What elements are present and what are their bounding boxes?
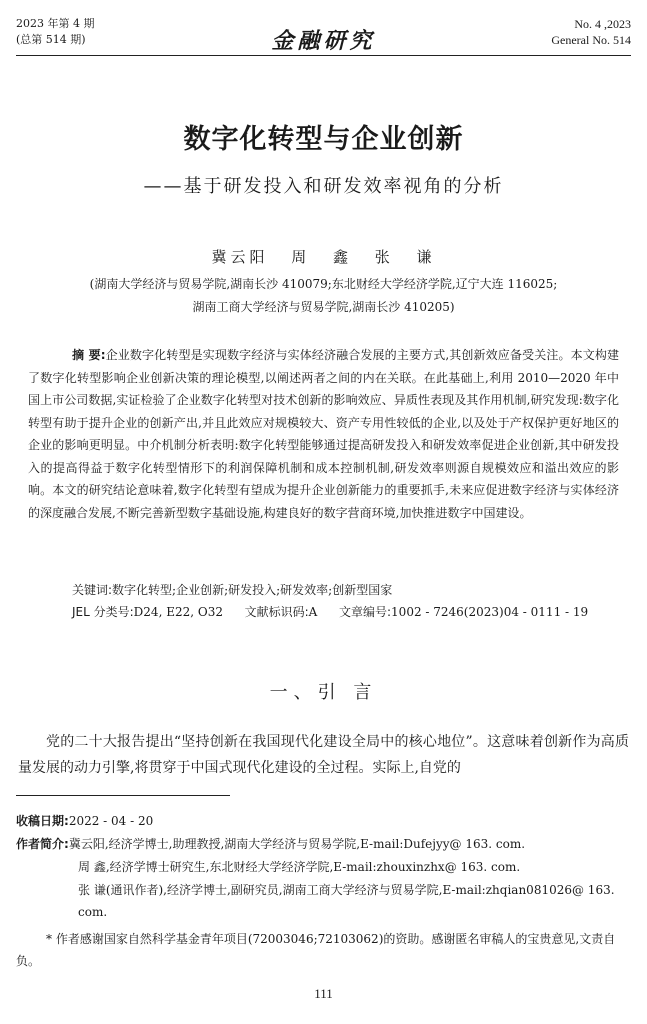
journal-title: 金融研究 [271,28,376,54]
doc-code-label: 文献标识码: [244,605,309,619]
acknowledgement: * 作者感谢国家自然科学基金青年项目(72003046;72103062)的资助。感谢匿名审稿人的宝贵意见,文责自负。 [16,932,616,968]
affiliation-line: 湖南工商大学经济与贸易学院,湖南长沙 410205) [192,300,455,314]
article-no-label: 文章编号: [339,605,392,619]
doc-code: A [308,605,318,619]
issue-year: 2023 年第 4 期 [16,17,95,30]
abstract-label: 摘 要: [72,348,106,362]
author-bio [16,833,631,855]
classification-line [72,601,619,623]
bio-line: 周 鑫,经济学博士研究生,东北财经大学经济学院,E-mail:zhouxinzhx@ 163. com. [78,860,521,874]
body-paragraph: 党的二十大报告提出“坚持创新在我国现代化建设全局中的核心地位”。这意味着创新作为高质量发展的动力引擎,将贯穿于中国式现代化建设的全过程。实际上,自党的 [18,734,629,776]
footnote-rule [16,795,230,796]
bio-label: 作者简介: [16,837,69,851]
issue-no-en: No. 4 ,2023 [574,17,631,31]
received-value: 2022 - 04 - 20 [68,814,154,828]
abstract-text: 企业数字化转型是实现数字经济与实体经济融合发展的主要方式,其创新效应备受关注。本文构建了数字化转型影响企业创新决策的理论模型,以阐述两者之间的内在关联。在此基础上,利用 2010—2020 年中国上市公司数据,实证检验了企业数字化转型对技术创新的影响效应、异质性表现及其作用机制,研究发现:数字化转型有助于提升企业的创新产出,并且此效应对规模较大、资产专用性较低的企业,以及处于产权保护更好地区的企业的影响更明显。中介机制分析表明:数字化转型能够通过提高研发投入和研发效率促进企业创新,其中研发投入的提高得益于数字化转型情形下的利润保障机制和成本控制机制,研发效率则源自规模效应和溢出效应的影响。本文的研究结论意味着,数字化转型有望成为提升企业创新能力的重要抓手,未来应促进数字经济与实体经济的深度融合发展,不断完善新型数字基础设施,构建良好的数字营商环境,加快推进数字中国建设。 [28,348,619,520]
article-title: 数字化转型与企业创新 [183,124,464,155]
author-list: 冀云阳 周 鑫 张 谦 [211,248,436,266]
keywords-label: 关键词: [72,583,113,597]
article-no: 1002 - 7246(2023)04 - 0111 - 19 [391,605,589,619]
issue-total: (总第 514 期) [16,33,86,46]
received-label: 收稿日期: [16,814,69,828]
section-heading: 一、引 言 [269,682,378,703]
header-rule [16,55,631,56]
bio-line: 冀云阳,经济学博士,助理教授,湖南大学经济与贸易学院,E-mail:Dufejyy@ 163. com. [68,837,526,851]
jel-label: JEL 分类号: [72,605,134,619]
affiliation-line: (湖南大学经济与贸易学院,湖南长沙 410079;东北财经大学经济学院,辽宁大连 116025; [89,277,558,291]
jel-codes: D24, E22, O32 [133,605,223,619]
page-number: 111 [314,986,333,1001]
bio-line: 张 谦(通讯作者),经济学博士,副研究员,湖南工商大学经济与贸易学院,E-mail:zhqian081026@ 163. com. [78,883,615,919]
keywords-line [72,579,619,601]
general-no-en: General No. 514 [551,33,631,47]
issue-info-en [551,16,631,48]
abstract [28,344,619,524]
article-subtitle: ——基于研发投入和研发效率视角的分析 [143,176,504,197]
keywords: 数字化转型;企业创新;研发投入;研发效率;创新型国家 [112,583,393,597]
affiliations [30,273,617,319]
received-date [16,810,631,832]
